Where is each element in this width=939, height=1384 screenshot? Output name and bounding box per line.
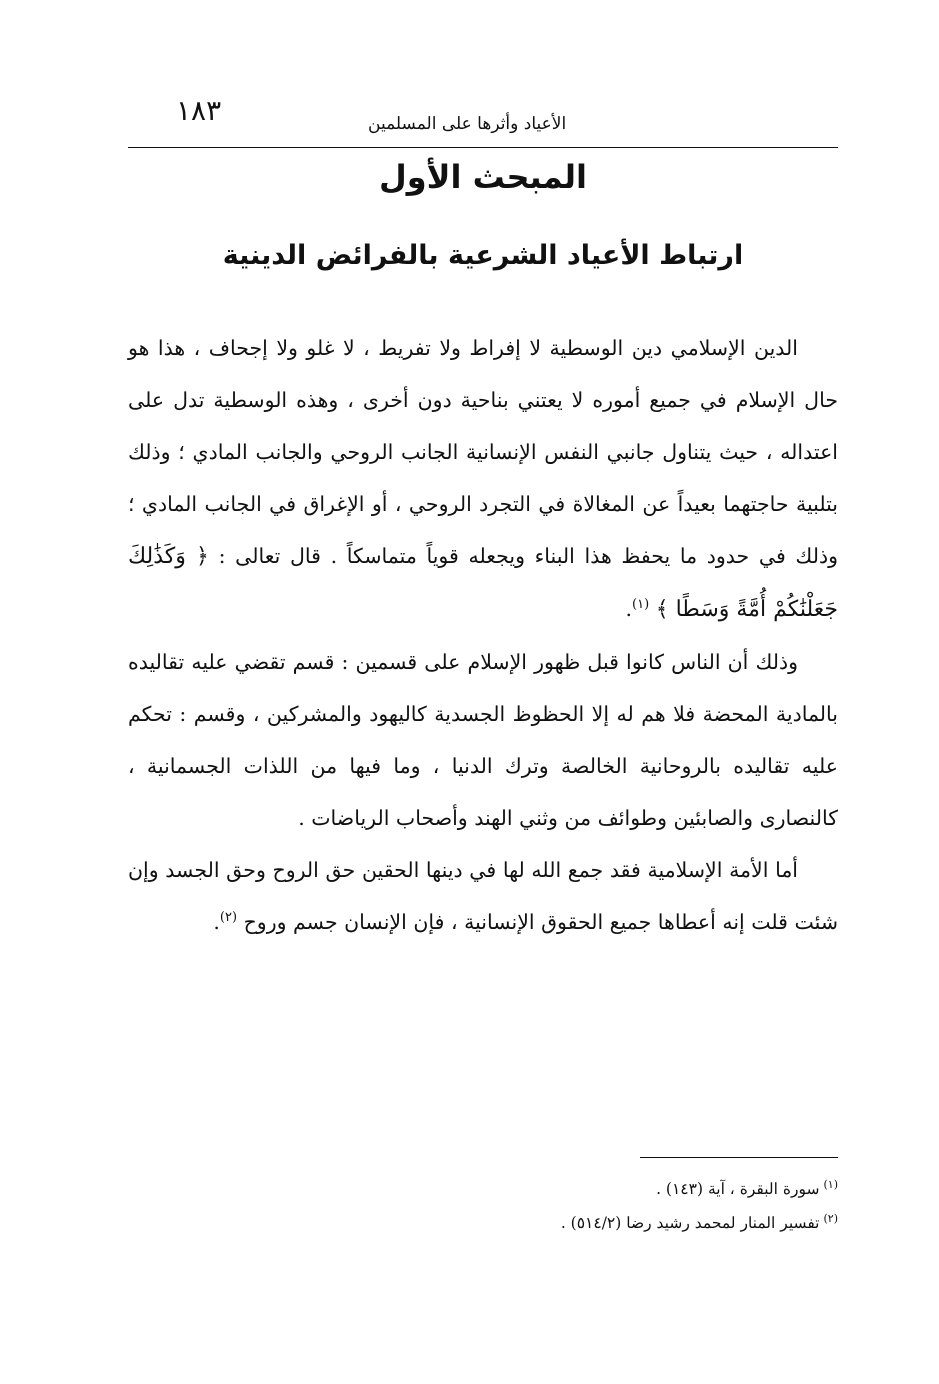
paragraph-text: وذلك أن الناس كانوا قبل ظهور الإسلام على قسمين : قسم تقضي عليه تقاليده بالمادية المحضة فلا هم له إلا الحظوظ الجسدية كاليهود والمشركين ، وقسم : تحكم عليه تقاليده بالروحانية الخالصة وترك الدنيا ، وما فيها من اللذات الجسمانية ، كالنصارى والصابئين وطوائف من وثني الهند وأصحاب الرياضات . [128,650,838,830]
footnotes [128,1172,838,1240]
footnote-reference: (٢) [219,910,238,926]
paragraph-text: الدين الإسلامي دين الوسطية لا إفراط ولا تفريط ، لا غلو ولا إجحاف ، هذا هو حال الإسلام في جميع أموره لا يعتني بناحية دون أخرى ، وهذه الوسطية تدل على اعتداله ، حيث يتناول جانبي النفس الإنسانية الجانب الروحي والجانب المادي ؛ وذلك بتلبية حاجتهما بعيداً عن المغالاة في التجرد الروحي ، أو الإغراق في الجانب المادي ؛ وذلك في حدود ما يحفظ هذا البناء ويجعله قوياً متماسكاً . قال تعالى : [128,336,838,568]
paragraph [128,322,838,636]
footnote [128,1172,838,1206]
footnote [128,1206,838,1240]
section-subtitle: ارتباط الأعياد الشرعية بالفرائض الدينية [222,240,744,271]
paragraph [128,844,838,948]
sentence-end: . [213,910,220,934]
footnote-mark: (١) [823,1177,838,1191]
body-text [128,322,838,948]
header-divider [128,147,838,148]
paragraph-text: أما الأمة الإسلامية فقد جمع الله لها في دينها الحقين حق الروح وحق الجسد وإن شئت قلت إنه أعطاها جميع الحقوق الإنسانية ، فإن الإنسان جسم وروح [128,858,838,934]
footnote-text: سورة البقرة ، آية (١٤٣) . [656,1180,820,1198]
page-number: ١٨٣ [176,94,222,127]
quran-verse: ﴿ وَكَذَٰلِكَ جَعَلْنَٰكُمْ أُمَّةً وَسَطًا ﴾ [128,544,838,622]
section-title: المبحث الأول [378,158,588,196]
footnote-reference: (١) [632,597,650,613]
running-title: الأعياد وأثرها على المسلمين [368,114,567,134]
paragraph [128,636,838,844]
footnote-text: تفسير المنار لمحمد رشيد رضا (٥١٤/٢) . [560,1214,820,1232]
running-header [128,88,838,148]
footnote-mark: (٢) [823,1211,838,1225]
footnote-divider [640,1157,838,1158]
sentence-end: . [625,597,633,621]
